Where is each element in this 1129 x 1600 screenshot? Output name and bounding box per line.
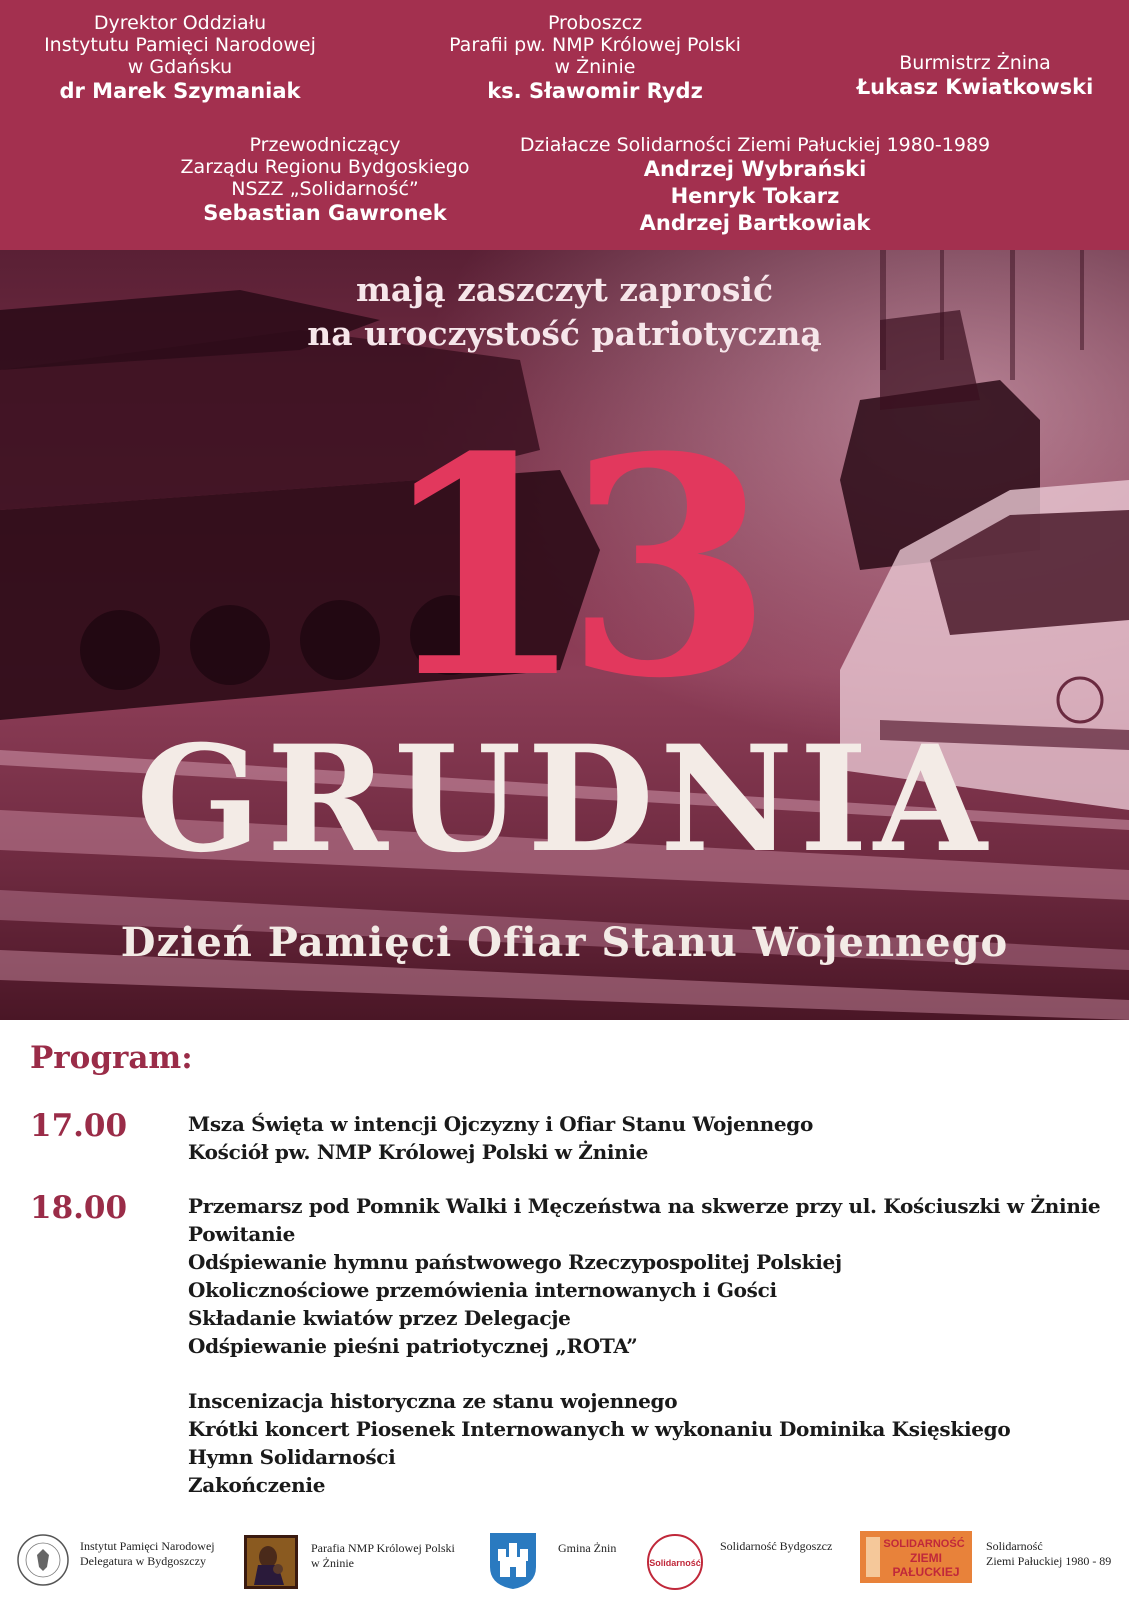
organizer-role-line: Przewodniczący — [249, 134, 401, 156]
month-title: GRUDNIA — [136, 714, 993, 885]
partner-solidarnosc-paluki-label — [986, 1539, 1111, 1569]
partner-label-line: Parafia NMP Królowej Polski — [311, 1541, 455, 1555]
zwin-coat-of-arms-icon — [488, 1531, 538, 1591]
organizer-name: Andrzej Wybrański — [643, 157, 867, 181]
program-heading: Program: — [30, 1040, 193, 1076]
organizer-name: Andrzej Bartkowiak — [639, 211, 871, 235]
program-item: Inscenizacja historyczna ze stanu wojennego — [188, 1389, 678, 1413]
day-number: 13 — [377, 391, 752, 744]
paluki-logo-line: ZIEMI — [910, 1551, 942, 1565]
organizer-role-line: w Gdańsku — [127, 56, 233, 78]
madonna-icon — [244, 1535, 298, 1589]
program-item: Msza Święta w intencji Ojczyzny i Ofiar Stanu Wojennego — [188, 1112, 814, 1136]
invitation-line-2: na uroczystość patriotyczną — [307, 314, 822, 353]
organizer-name: Łukasz Kwiatkowski — [856, 75, 1094, 99]
organizer-name: Sebastian Gawronek — [203, 201, 447, 225]
organizer-name: Henryk Tokarz — [670, 184, 840, 208]
program-item: Zakończenie — [188, 1473, 326, 1497]
organizer-solidarnosc-activists — [505, 134, 1005, 237]
organizer-role-line: Dyrektor Oddziału — [93, 12, 267, 34]
organizer-name: dr Marek Szymaniak — [59, 79, 301, 103]
organizer-role-line: Burmistrz Żnina — [899, 52, 1051, 74]
organizer-ipn-director — [20, 12, 340, 105]
organizer-role-line: Instytutu Pamięci Narodowej — [44, 34, 316, 56]
organizer-role-line: Parafii pw. NMP Królowej Polski — [449, 34, 741, 56]
partner-label-line: Solidarność Bydgoszcz — [720, 1539, 833, 1553]
organizer-solidarnosc-chairman — [165, 134, 485, 227]
paluki-logo-line: SOLIDARNOŚĆ — [883, 1538, 965, 1550]
program-item: Odśpiewanie hymnu państwowego Rzeczypospolitej Polskiej — [188, 1250, 842, 1274]
organizer-role-line: Zarządu Regionu Bydgoskiego — [180, 156, 470, 178]
solidarnosc-logo-text: Solidarność — [649, 1558, 701, 1568]
organizer-name: ks. Sławomir Rydz — [487, 79, 703, 103]
program-time-1800: 18.00 — [30, 1190, 128, 1226]
ipn-seal-icon — [16, 1533, 70, 1587]
partner-parish-label — [311, 1541, 455, 1571]
partner-label-line: Delegatura w Bydgoszczy — [80, 1554, 206, 1568]
program-item: Hymn Solidarności — [188, 1445, 396, 1469]
partner-label-line: Solidarność — [986, 1539, 1043, 1553]
partner-label-line: Gmina Żnin — [558, 1541, 617, 1555]
program-item: Przemarsz pod Pomnik Walki i Męczeństwa na skwerze przy ul. Kościuszki w Żninie — [188, 1194, 1101, 1218]
program-item: Okolicznościowe przemówienia internowanych i Gości — [188, 1278, 777, 1302]
organizer-role-line: Działacze Solidarności Ziemi Pałuckiej 1980-1989 — [519, 134, 991, 156]
program-item: Krótki koncert Piosenek Internowanych w wykonaniu Dominika Księskiego — [188, 1417, 1011, 1441]
program-time-1700: 17.00 — [30, 1108, 128, 1144]
program-block-1800 — [188, 1192, 1118, 1499]
organizers-header — [0, 0, 1129, 250]
organizer-mayor — [845, 52, 1105, 101]
partner-gmina-label — [558, 1541, 616, 1556]
hero-banner — [0, 250, 1129, 1020]
partner-ipn-label — [80, 1539, 215, 1569]
partner-label-line: w Żninie — [311, 1556, 354, 1570]
solidarnosc-bydgoszcz-icon — [646, 1533, 704, 1591]
invitation-line-1: mają zaszczyt zaprosić — [355, 270, 774, 309]
program-item: Odśpiewanie pieśni patriotycznej „ROTA” — [188, 1334, 638, 1358]
partner-solidarnosc-bydgoszcz-label — [720, 1539, 832, 1554]
program-block-1700 — [188, 1110, 1118, 1166]
partner-label-line: Instytut Pamięci Narodowej — [80, 1539, 215, 1553]
organizer-role-line: w Żninie — [554, 56, 636, 78]
partners-footer — [0, 1525, 1129, 1595]
partner-label-line: Ziemi Pałuckiej 1980 - 89 — [986, 1554, 1112, 1568]
organizer-role-line: Proboszcz — [547, 12, 643, 34]
organizer-role-line: NSZZ „Solidarność” — [231, 178, 419, 200]
program-spacer — [188, 1360, 1118, 1387]
organizer-parish-priest — [420, 12, 770, 105]
program-item: Powitanie — [188, 1222, 296, 1246]
paluki-logo-line: PAŁUCKIEJ — [892, 1565, 960, 1579]
program-item: Składanie kwiatów przez Delegacje — [188, 1306, 571, 1330]
program-item: Kościół pw. NMP Królowej Polski w Żninie — [188, 1140, 649, 1164]
solidarnosc-paluki-icon — [860, 1531, 972, 1583]
event-subtitle: Dzień Pamięci Ofiar Stanu Wojennego — [120, 919, 1009, 966]
